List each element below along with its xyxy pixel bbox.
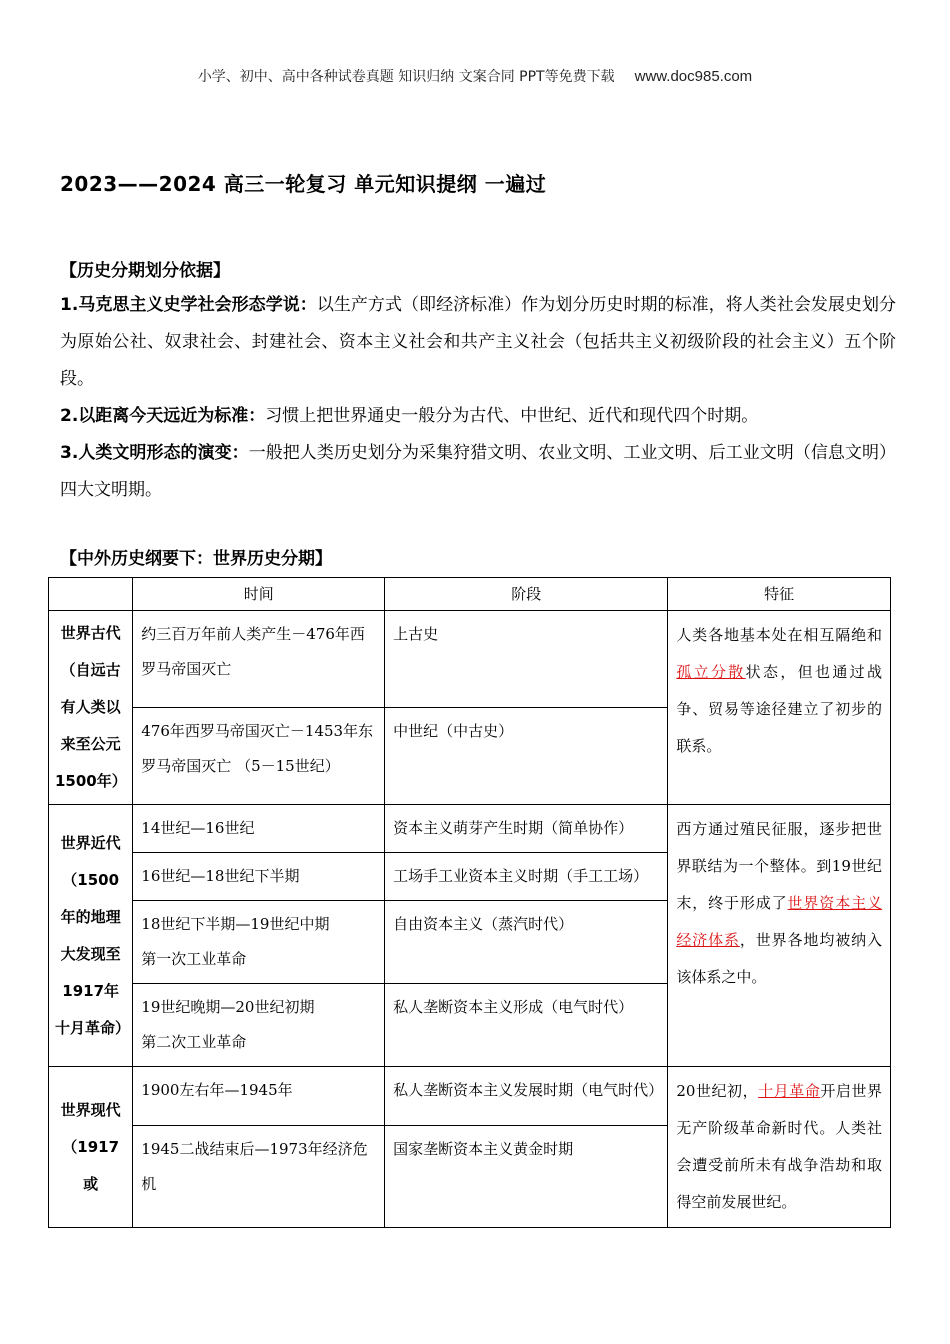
time-cell: 16世纪—18世纪下半期: [133, 853, 385, 901]
document-title: 2023——2024 高三一轮复习 单元知识提纲 一遍过: [60, 172, 547, 196]
period-ancient: 世界古代（自远古有人类以来至公元1500年）: [49, 611, 133, 805]
stage-cell: 国家垄断资本主义黄金时期: [385, 1125, 668, 1227]
stage-cell: 中世纪（中古史）: [385, 708, 668, 805]
basis-heading: 【历史分期划分依据】: [60, 261, 230, 281]
basis-item-text: 一般把人类历史划分为采集狩猎文明、农业文明、工业文明、后工业文明（信息文明）四大文明期。: [60, 443, 896, 500]
header-blank: [49, 578, 133, 611]
time-cell: 1900左右年—1945年: [133, 1067, 385, 1126]
basis-item-label: 1.马克思主义史学社会形态学说：: [60, 295, 317, 315]
basis-section: [60, 255, 896, 575]
basis-item-text: 以生产方式（即经济标准）作为划分历史时期的标准，将人类社会发展史划分为原始公社、奴隶社会、封建社会、资本主义社会和共产主义社会（包括共主义初级阶段的社会主义）五个阶段。: [60, 295, 896, 389]
time-cell: 1945二战结束后—1973年经济危机: [133, 1125, 385, 1227]
highlight-term: 世界资本主义经济体系: [676, 894, 882, 949]
stage-cell: 上古史: [385, 611, 668, 708]
periods-heading: 【中外历史纲要下：世界历史分期】: [60, 549, 332, 569]
stage-cell: 自由资本主义（蒸汽时代）: [385, 901, 668, 984]
basis-item-2: [60, 398, 896, 435]
header-feature: 特征: [668, 578, 891, 611]
stage-cell: 工场手工业资本主义时期（手工工场）: [385, 853, 668, 901]
page-header: [0, 66, 950, 86]
time-cell: 18世纪下半期—19世纪中期 第一次工业革命: [133, 901, 385, 984]
world-history-periods-table: [48, 577, 891, 1228]
feature-ancient: 人类各地基本处在相互隔绝和孤立分散状态，但也通过战争、贸易等途径建立了初步的联系。: [668, 611, 891, 805]
highlight-term: 孤立分散: [676, 663, 746, 681]
time-cell: 476年西罗马帝国灭亡－1453年东罗马帝国灭亡 （5－15世纪）: [133, 708, 385, 805]
basis-item-3: [60, 435, 896, 509]
time-cell: 14世纪—16世纪: [133, 805, 385, 853]
period-contemporary: 世界现代（1917或: [49, 1067, 133, 1228]
stage-cell: 私人垄断资本主义形成（电气时代）: [385, 984, 668, 1067]
time-cell: 19世纪晚期—20世纪初期 第二次工业革命: [133, 984, 385, 1067]
basis-item-text: 习惯上把世界通史一般分为古代、中世纪、近代和现代四个时期。: [265, 406, 759, 426]
header-text: 小学、初中、高中各种试卷真题 知识归纳 文案合同 PPT等免费下载: [197, 69, 615, 85]
basis-item-label: 3.人类文明形态的演变：: [60, 443, 249, 463]
highlight-term: 十月革命: [758, 1082, 821, 1100]
table-row: [49, 611, 891, 708]
table-header-row: [49, 578, 891, 611]
table-row: [49, 1067, 891, 1126]
header-time: 时间: [133, 578, 385, 611]
period-modern: 世界近代（1500年的地理大发现至1917年十月革命）: [49, 805, 133, 1067]
header-url[interactable]: www.doc985.com: [634, 68, 753, 85]
basis-item-label: 2.以距离今天远近为标准：: [60, 406, 266, 426]
stage-cell: 私人垄断资本主义发展时期（电气时代）: [385, 1067, 668, 1126]
stage-cell: 资本主义萌芽产生时期（简单协作）: [385, 805, 668, 853]
feature-contemporary: 20世纪初，十月革命开启世界无产阶级革命新时代。人类社会遭受前所未有战争浩劫和取得空前发展世纪。: [668, 1067, 891, 1228]
basis-item-1: [60, 287, 896, 398]
header-stage: 阶段: [385, 578, 668, 611]
time-cell: 约三百万年前人类产生－476年西罗马帝国灭亡: [133, 611, 385, 708]
table-row: [49, 805, 891, 853]
feature-modern: 西方通过殖民征服，逐步把世界联结为一个整体。到19世纪末，终于形成了世界资本主义经济体系，世界各地均被纳入该体系之中。: [668, 805, 891, 1067]
